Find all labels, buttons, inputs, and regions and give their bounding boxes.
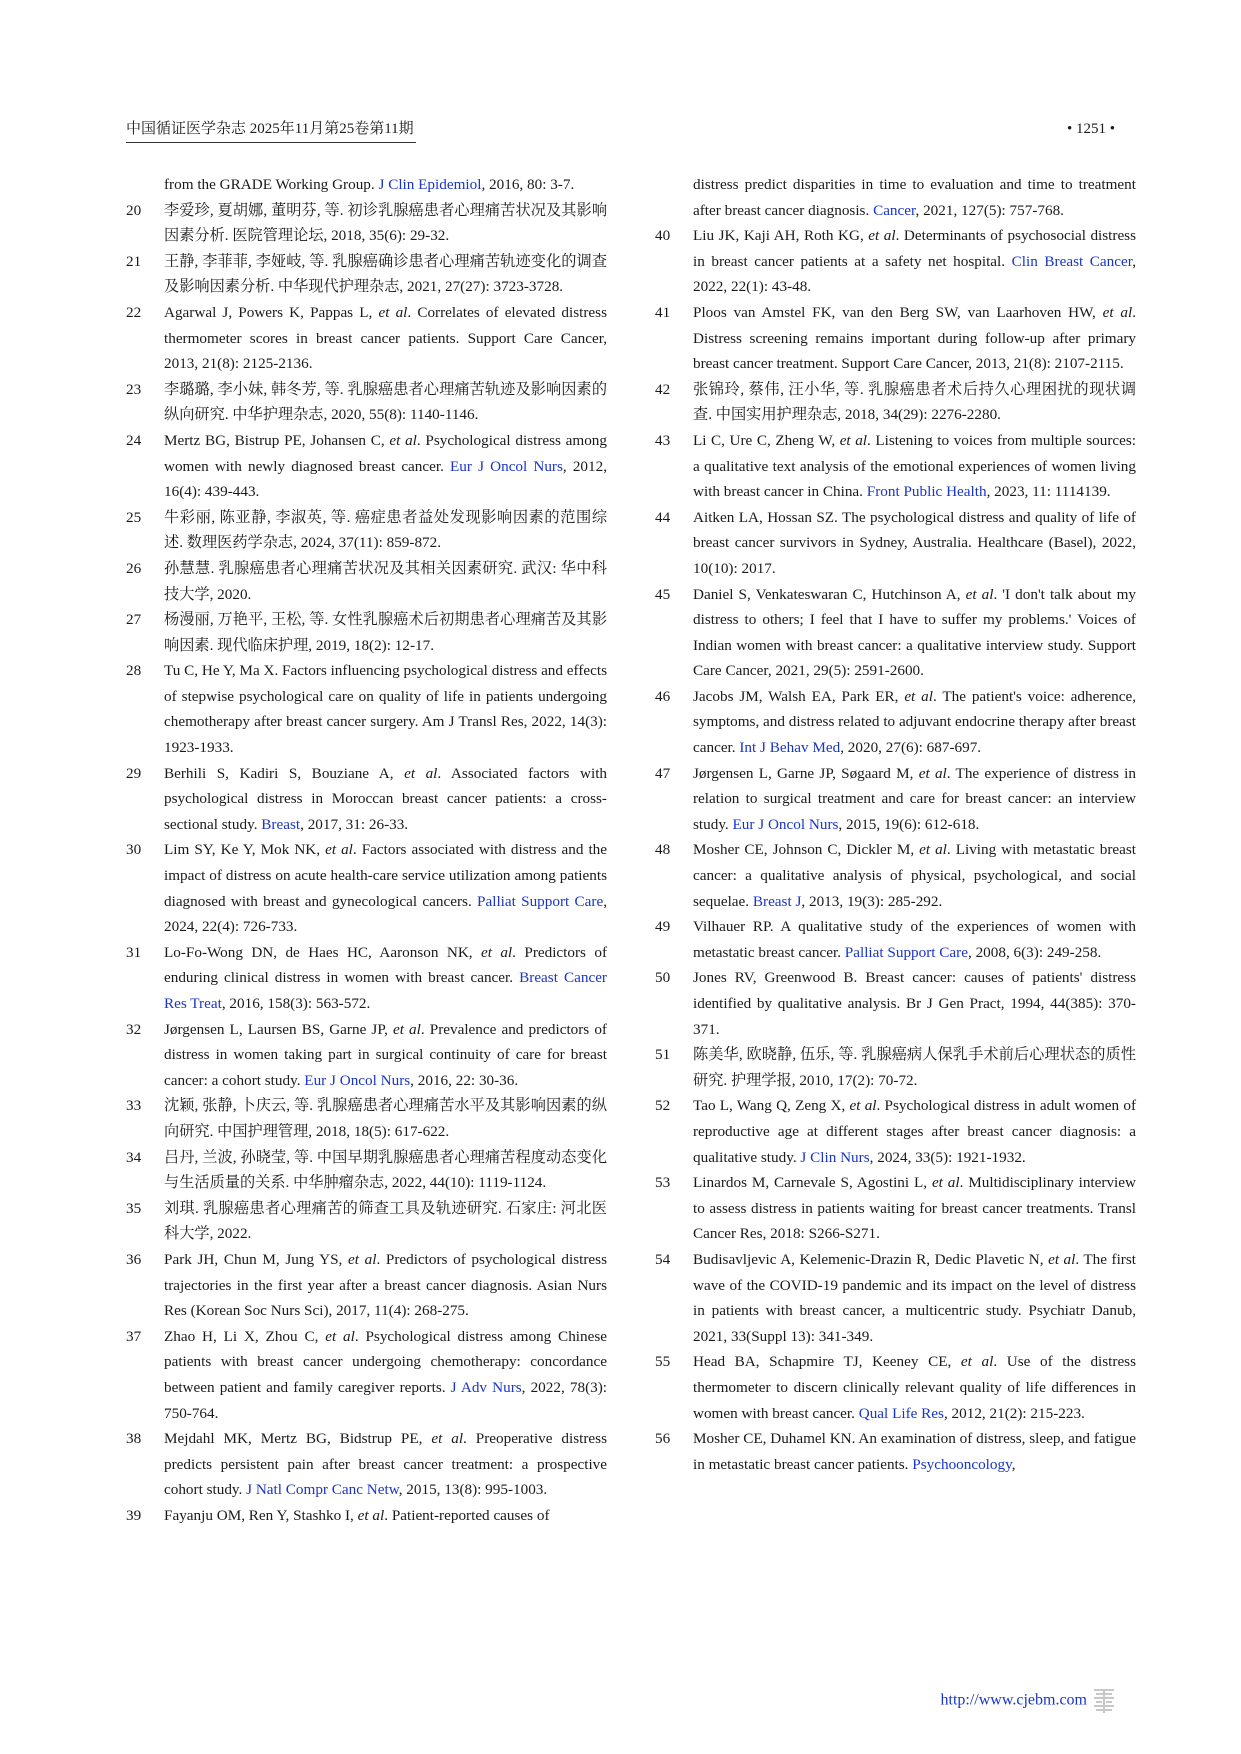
reference-text: , 2017, 31: 26-33. <box>300 815 409 833</box>
reference-entry <box>126 658 607 760</box>
et-al-text: et al <box>480 943 513 961</box>
journal-link[interactable]: J Adv Nurs <box>450 1378 522 1396</box>
et-al-text: et al <box>431 1430 464 1448</box>
reference-text: , 2016, 80: 3-7. <box>481 176 575 193</box>
reference-entry <box>126 1145 607 1196</box>
reference-text: Linardos M, Carnevale S, Agostini L, <box>693 1174 932 1192</box>
reference-number: 30 <box>126 841 142 859</box>
et-al-text: et al <box>919 841 947 859</box>
reference-entry <box>126 172 607 198</box>
reference-text: , <box>1011 1455 1016 1473</box>
reference-number: 41 <box>655 303 671 321</box>
reference-text: 陈美华, 欧晓静, 伍乐, 等. 乳腺癌病人保乳手术前后心理状态的质性研究. 护理学报, 2010, 17(2): 70-72. <box>693 1046 1136 1089</box>
reference-number: 38 <box>126 1430 142 1448</box>
reference-text: . Predictors of enduring clinical distress in women with breast cancer. <box>164 943 607 987</box>
reference-entry <box>655 837 1136 914</box>
reference-text: . Multidisciplinary interview to assess distress in patients waiting for breast cancer treatments. Transl Cancer Res, 2018: S266-S271. <box>693 1174 1136 1243</box>
reference-text: , 2023, 11: 1114139. <box>986 483 1111 501</box>
reference-text: , 2015, 13(8): 995-1003. <box>398 1481 548 1499</box>
reference-number: 37 <box>126 1327 142 1345</box>
et-al-text: et al <box>931 1174 960 1192</box>
reference-number: 54 <box>655 1250 671 1268</box>
reference-text: . The patient's voice: adherence, symptoms, and distress related to adjuvant endocrine therapy after breast cancer. <box>693 687 1137 757</box>
reference-entry <box>126 428 607 505</box>
reference-text: Head BA, Schapmire TJ, Keeney CE, <box>693 1353 961 1371</box>
reference-entry <box>126 1093 607 1144</box>
journal-link[interactable]: Eur J Oncol Nurs <box>732 815 839 833</box>
journal-link[interactable]: Eur J Oncol Nurs <box>304 1071 411 1089</box>
reference-entry <box>126 1426 607 1503</box>
journal-link[interactable]: Int J Behav Med <box>739 739 841 757</box>
reference-number: 39 <box>126 1506 142 1524</box>
reference-text: . Psychological distress among Chinese patients with breast cancer undergoing chemotherapy: concordance between patient and family caregiver reports. <box>164 1327 607 1396</box>
reference-entry <box>655 1042 1136 1093</box>
reference-entry <box>126 837 607 939</box>
reference-number: 51 <box>655 1046 671 1064</box>
journal-link[interactable]: Qual Life Res <box>858 1404 944 1422</box>
reference-entry <box>655 428 1136 505</box>
reference-number: 24 <box>126 431 142 449</box>
journal-link[interactable]: Breast J <box>752 892 802 910</box>
reference-text: Liu JK, Kaji AH, Roth KG, <box>693 227 869 245</box>
reference-text: . Psychological distress in adult women of reproductive age at different stages after breast cancer diagnosis: a qualitative study. <box>693 1097 1137 1166</box>
reference-number: 21 <box>126 252 142 270</box>
et-al-text: et al <box>839 431 868 449</box>
reference-text: , 2022, 22(1): 43-48. <box>693 252 1136 296</box>
et-al-text: et al <box>325 841 353 859</box>
journal-link[interactable]: Palliat Support Care <box>477 892 604 910</box>
reference-number: 44 <box>655 508 671 526</box>
journal-link[interactable]: Breast <box>261 815 301 833</box>
reference-text: 刘琪. 乳腺癌患者心理痛苦的筛查工具及轨迹研究. 石家庄: 河北医科大学, 2022. <box>164 1199 607 1243</box>
reference-entry <box>655 1170 1136 1247</box>
reference-entry <box>655 223 1136 300</box>
reference-text: Mosher CE, Duhamel KN. An examination of distress, sleep, and fatigue in metastatic breast cancer patients. <box>693 1430 1136 1473</box>
reference-text: Li C, Ure C, Zheng W, <box>693 431 840 449</box>
reference-text: . 'I don't talk about my distress to others; I feel that I have to suffer my problems.' Voices of Indian women with breast cancer: a qualitative interview study. Support Care Cancer, 2021, 29(5): 2591-2600. <box>693 585 1136 680</box>
reference-text: , 2021, 127(5): 757-768. <box>915 201 1064 219</box>
reference-number: 47 <box>655 764 671 782</box>
reference-number: 45 <box>655 585 671 603</box>
reference-text: . The first wave of the COVID-19 pandemic and its impact on the level of distress in patients with breast cancer, a multicentric study. Psychiatr Danub, 2021, 33(Suppl 13): 341-349. <box>693 1250 1136 1345</box>
reference-text: Mejdahl MK, Mertz BG, Bidstrup PE, <box>164 1430 432 1448</box>
reference-number: 56 <box>655 1430 671 1448</box>
journal-link[interactable]: Cancer <box>873 201 916 219</box>
reference-number: 34 <box>126 1148 142 1166</box>
reference-text: , 2016, 158(3): 563-572. <box>221 995 371 1012</box>
reference-text: Agarwal J, Powers K, Pappas L, <box>164 303 379 321</box>
reference-entry <box>655 684 1136 761</box>
reference-entry <box>655 377 1136 428</box>
reference-text: 王静, 李菲菲, 李娅岐, 等. 乳腺癌确诊患者心理痛苦轨迹变化的调查及影响因素分析. 中华现代护理杂志, 2021, 27(27): 3723-3728. <box>164 252 607 296</box>
reference-number: 29 <box>126 764 142 782</box>
et-al-text: et al <box>392 1020 421 1038</box>
reference-text: , 2020, 27(6): 687-697. <box>840 739 982 757</box>
journal-issue-title: 中国循证医学杂志 2025年11月第25卷第11期 <box>126 116 416 143</box>
reference-text: Berhili S, Kadiri S, Bouziane A, <box>164 764 405 782</box>
reference-text: 孙慧慧. 乳腺癌患者心理痛苦状况及其相关因素研究. 武汉: 华中科技大学, 2020. <box>164 559 607 603</box>
reference-text: . Preoperative distress predicts persistent pain after breast cancer treatment: a prospective cohort study. <box>164 1430 607 1499</box>
reference-number: 33 <box>126 1097 142 1115</box>
reference-text: 吕丹, 兰波, 孙晓莹, 等. 中国早期乳腺癌患者心理痛苦程度动态变化与生活质量的关系. 中华肿瘤杂志, 2022, 44(10): 1119-1124. <box>164 1148 607 1192</box>
reference-number: 46 <box>655 687 671 705</box>
et-al-text: et al <box>849 1097 877 1115</box>
reference-entry <box>126 300 607 377</box>
journal-link[interactable]: J Natl Compr Canc Netw <box>246 1481 399 1499</box>
reference-text: 杨漫丽, 万艳平, 王松, 等. 女性乳腺癌术后初期患者心理痛苦及其影响因素. 现代临床护理, 2019, 18(2): 12-17. <box>164 611 607 654</box>
et-al-text: et al <box>357 1506 385 1524</box>
reference-text: from the GRADE Working Group. <box>164 176 379 193</box>
journal-link[interactable]: Front Public Health <box>866 483 987 501</box>
reference-text: Park JH, Chun M, Jung YS, <box>164 1250 348 1268</box>
et-al-text: et al <box>965 585 994 603</box>
reference-entry <box>655 1093 1136 1170</box>
reference-text: Jørgensen L, Garne JP, Søgaard M, <box>693 764 919 782</box>
reference-text: Vilhauer RP. A qualitative study of the experiences of women with metastatic breast cancer. <box>693 918 1136 961</box>
reference-number: 49 <box>655 918 671 936</box>
reference-entry <box>655 1349 1136 1426</box>
reference-text: Zhao H, Li X, Zhou C, <box>164 1327 326 1345</box>
references-right-column <box>655 172 1136 1477</box>
et-al-text: et al <box>378 303 408 321</box>
reference-text: Lo-Fo-Wong DN, de Haes HC, Aaronson NK, <box>164 943 481 961</box>
reference-number: 55 <box>655 1353 671 1371</box>
reference-number: 40 <box>655 227 671 245</box>
reference-text: . Factors associated with distress and the impact of distress on acute health-care service utilization among patients diagnosed with breast and gynecological cancers. <box>164 841 608 910</box>
reference-text: Tu C, He Y, Ma X. Factors influencing psychological distress and effects of stepwise psychological care on quality of life in patients undergoing chemotherapy after breast cancer surgery. Am J Transl Res, 2022, 14(3): 1923-1933. <box>164 662 607 757</box>
reference-number: 23 <box>126 380 142 398</box>
reference-text: . Determinants of psychosocial distress in breast cancer patients at a safety net hospital. <box>693 227 1137 270</box>
journal-link[interactable]: J Clin Nurs <box>800 1148 870 1166</box>
journal-link[interactable]: Eur J Oncol Nurs <box>450 457 563 475</box>
journal-link[interactable]: Psychooncology <box>912 1455 1012 1473</box>
reference-entry <box>655 172 1136 223</box>
reference-text: . Prevalence and predictors of distress in women taking part in surgical continuity of care for breast cancer: a cohort study. <box>164 1020 607 1089</box>
reference-text: , 2012, 21(2): 215-223. <box>943 1404 1085 1422</box>
reference-text: . Psychological distress among women with newly diagnosed breast cancer. <box>164 431 607 475</box>
reference-text: Jacobs JM, Walsh EA, Park ER, <box>693 687 905 705</box>
reference-number: 20 <box>126 201 142 219</box>
reference-text: , 2008, 6(3): 249-258. <box>967 943 1102 961</box>
reference-text: , 2012, 16(4): 439-443. <box>164 457 608 501</box>
reference-text: . The experience of distress in relation to surgical treatment and care for breast cancer: an interview study. <box>693 764 1136 833</box>
reference-entry <box>126 940 607 1017</box>
reference-entry <box>655 582 1136 684</box>
reference-text: . Correlates of elevated distress thermometer scores in breast cancer patients. Support Care Cancer, 2013, 21(8): 2125-2136. <box>164 303 607 373</box>
reference-text: Aitken LA, Hossan SZ. The psychological distress and quality of life of breast cancer survivors in Sydney, Australia. Healthcare (Basel), 2022, 10(10): 2017. <box>693 508 1136 577</box>
reference-entry <box>126 1503 607 1529</box>
journal-link[interactable]: Palliat Support Care <box>844 943 968 961</box>
reference-number: 25 <box>126 508 142 526</box>
et-al-text: et al <box>348 1250 377 1268</box>
reference-number: 43 <box>655 431 671 449</box>
et-al-text: et al <box>868 227 896 245</box>
reference-entry <box>655 965 1136 1042</box>
cjebm-logo-icon <box>1093 1688 1115 1714</box>
reference-number: 48 <box>655 841 671 859</box>
reference-entry <box>126 1017 607 1094</box>
reference-text: 李爱珍, 夏胡娜, 董明芬, 等. 初诊乳腺癌患者心理痛苦状况及其影响因素分析. 医院管理论坛, 2018, 35(6): 29-32. <box>164 201 607 245</box>
reference-text: , 2016, 22: 30-36. <box>410 1071 519 1089</box>
reference-entry <box>126 556 607 607</box>
et-al-text: et al <box>325 1327 355 1345</box>
reference-entry <box>655 1426 1136 1477</box>
page-number: • 1251 • <box>1066 121 1115 137</box>
reference-text: Tao L, Wang Q, Zeng X, <box>693 1097 850 1115</box>
reference-entry <box>655 300 1136 377</box>
reference-number: 35 <box>126 1199 142 1217</box>
reference-text: Ploos van Amstel FK, van den Berg SW, van Laarhoven HW, <box>693 303 1103 321</box>
reference-text: Lim SY, Ke Y, Mok NK, <box>164 841 326 859</box>
references-left-column <box>126 172 607 1528</box>
reference-number: 28 <box>126 662 142 680</box>
reference-number: 26 <box>126 559 142 577</box>
reference-text: . Distress screening remains important during follow-up after primary breast cancer treatment. Support Care Cancer, 2013, 21(8): 2107-2115. <box>693 303 1136 373</box>
et-al-text: et al <box>904 687 933 705</box>
reference-number: 22 <box>126 303 142 321</box>
reference-text: Mertz BG, Bistrup PE, Johansen C, <box>164 431 390 449</box>
reference-text: Mosher CE, Johnson C, Dickler M, <box>693 841 920 859</box>
reference-entry <box>126 607 607 658</box>
reference-number: 53 <box>655 1174 671 1192</box>
reference-text: . Use of the distress thermometer to discern clinically relevant quality of life differences in women with breast cancer. <box>693 1353 1137 1422</box>
reference-text: . Listening to voices from multiple sources: a qualitative text analysis of the emotional experiences of women living with breast cancer in China. <box>693 431 1136 501</box>
reference-number: 32 <box>126 1020 142 1038</box>
reference-entry <box>655 914 1136 965</box>
reference-text: , 2024, 22(4): 726-733. <box>164 892 608 936</box>
reference-entry <box>126 505 607 556</box>
et-al-text: et al <box>404 764 438 782</box>
reference-text: . Patient-reported causes of <box>384 1506 550 1524</box>
reference-entry <box>126 249 607 300</box>
reference-text: 张锦玲, 蔡伟, 汪小华, 等. 乳腺癌患者术后持久心理困扰的现状调查. 中国实用护理杂志, 2018, 34(29): 2276-2280. <box>693 380 1136 424</box>
et-al-text: et al <box>389 431 417 449</box>
reference-text: 李璐璐, 李小妹, 韩冬芳, 等. 乳腺癌患者心理痛苦轨迹及影响因素的纵向研究. 中华护理杂志, 2020, 55(8): 1140-1146. <box>164 380 607 424</box>
et-al-text: et al <box>960 1353 994 1371</box>
reference-text: , 2022, 78(3): 750-764. <box>164 1378 607 1422</box>
reference-entry <box>655 761 1136 838</box>
reference-entry <box>126 1324 607 1426</box>
reference-number: 27 <box>126 611 142 629</box>
reference-text: , 2015, 19(6): 612-618. <box>838 815 980 833</box>
et-al-text: et al <box>1102 303 1133 321</box>
reference-text: distress predict disparities in time to evaluation and time to treatment after breast cancer diagnosis. <box>693 176 1136 219</box>
reference-text: , 2024, 33(5): 1921-1932. <box>869 1148 1026 1166</box>
journal-link[interactable]: J Clin Epidemiol <box>378 176 482 193</box>
reference-text: Fayanju OM, Ren Y, Stashko I, <box>164 1506 358 1524</box>
reference-text: Budisavljevic A, Kelemenic-Drazin R, Dedic Plavetic N, <box>693 1250 1049 1268</box>
reference-text: . Predictors of psychological distress trajectories in the first year after a breast cancer diagnosis. Asian Nurs Res (Korean Soc Nurs Sci), 2017, 11(4): 268-275. <box>164 1250 607 1320</box>
reference-entry <box>126 1247 607 1324</box>
journal-link[interactable]: Breast Cancer Res Treat <box>164 969 607 1012</box>
reference-text: 沈颖, 张静, 卜庆云, 等. 乳腺癌患者心理痛苦水平及其影响因素的纵向研究. 中国护理管理, 2018, 18(5): 617-622. <box>164 1097 607 1140</box>
reference-text: Daniel S, Venkateswaran C, Hutchinson A, <box>693 585 966 603</box>
page-header <box>126 116 1115 146</box>
reference-entry <box>655 505 1136 582</box>
reference-entry <box>655 1247 1136 1349</box>
journal-link[interactable]: Clin Breast Cancer <box>1011 252 1133 270</box>
reference-number: 42 <box>655 380 671 398</box>
reference-entry <box>126 377 607 428</box>
reference-text: Jones RV, Greenwood B. Breast cancer: causes of patients' distress identified by qualitative analysis. Br J Gen Pract, 1994, 44(385): 370-371. <box>693 969 1136 1038</box>
journal-website-link[interactable]: http://www.cjebm.com <box>940 1691 1087 1709</box>
reference-text: 牛彩丽, 陈亚静, 李淑英, 等. 癌症患者益处发现影响因素的范围综述. 数理医药学杂志, 2024, 37(11): 859-872. <box>164 508 607 552</box>
reference-text: , 2013, 19(3): 285-292. <box>801 892 943 910</box>
reference-number: 52 <box>655 1097 671 1115</box>
reference-text: . Associated factors with psychological distress in Moroccan breast cancer patients: a cross-sectional study. <box>164 764 608 833</box>
reference-entry <box>126 1196 607 1247</box>
reference-entry <box>126 198 607 249</box>
reference-text: . Living with metastatic breast cancer: a qualitative analysis of physical, psychological, and social sequelae. <box>693 841 1137 910</box>
et-al-text: et al <box>918 764 947 782</box>
reference-text: Jørgensen L, Laursen BS, Garne JP, <box>164 1020 393 1038</box>
reference-number: 50 <box>655 969 671 987</box>
reference-number: 31 <box>126 943 142 961</box>
et-al-text: et al <box>1048 1250 1076 1268</box>
page-footer <box>941 1688 1116 1714</box>
reference-entry <box>126 761 607 838</box>
reference-number: 36 <box>126 1250 142 1268</box>
